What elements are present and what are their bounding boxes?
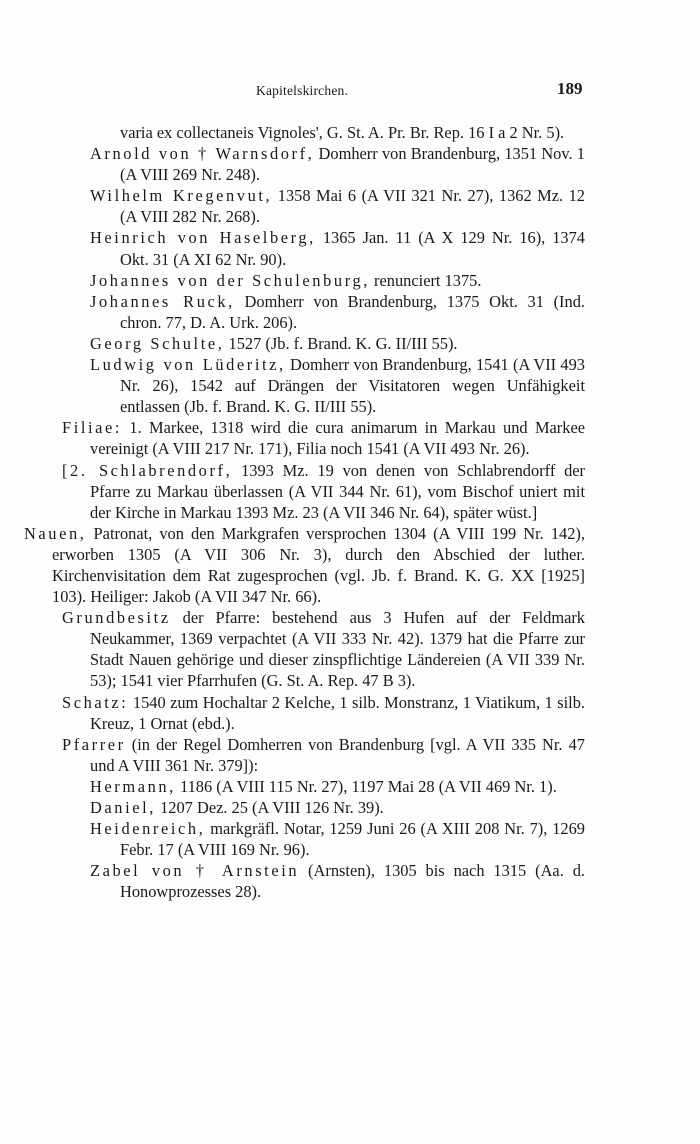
entry-name: Daniel, (90, 798, 156, 817)
entry-text: 1186 (A VIII 115 Nr. 27), 1197 Mai 28 (A VII 469 Nr. 1). (175, 776, 557, 796)
entry (0, 143, 585, 185)
entry (0, 797, 585, 818)
entry-name: Arnold von † Warnsdorf, (90, 144, 315, 164)
entry (0, 354, 585, 417)
entry-name: Grundbesitz (62, 608, 171, 628)
entry-name: Pfarrer (62, 734, 126, 754)
entry-name: Johannes Ruck, (90, 291, 235, 311)
entry-text: 1393 Mz. 19 von denen von Schlabrendorff der Pfarre zu Markau überlassen (A VII 344 Nr. 61), vom Bischof uniert mit der Kirche in Markau 1393 Mz. 23 (A VII 346 Nr. 64), später wüst.] (90, 460, 585, 522)
entry-text: varia ex collectaneis Vignoles', G. St. A. Pr. Br. Rep. 16 I a 2 Nr. 5). (120, 123, 565, 142)
entry-text: markgräfl. Notar, 1259 Juni 26 (A XIII 208 Nr. 7), 1269 Febr. 17 (A VIII 169 Nr. 96). (120, 819, 585, 860)
entry-text: 1. Markee, 1318 wird die cura animarum in Markau und Markee vereinigt (A VIII 217 Nr. 171), Filia noch 1541 (A VII 493 Nr. 26). (90, 418, 585, 459)
entry (0, 270, 585, 291)
entry (0, 607, 585, 691)
entry-text: 1527 (Jb. f. Brand. K. G. II/III 55). (224, 333, 458, 353)
entry-text: Domherr von Brandenburg, 1351 Nov. 1 (A VIII 269 Nr. 248). (120, 144, 585, 185)
entry-text: (in der Regel Domherren von Brandenburg [vgl. A VII 335 Nr. 47 und A VIII 361 Nr. 379]): (90, 734, 585, 775)
entry (0, 818, 585, 860)
entry-text: 1207 Dez. 25 (A VIII 126 Nr. 39). (156, 798, 384, 817)
entry (0, 860, 585, 902)
entry (0, 692, 585, 734)
entry-text: der Pfarre: bestehend aus 3 Hufen auf der Feldmark Neukammer, 1369 verpachtet (A VII 333 Nr. 42). 1379 hat die Pfarre zur Stadt Nauen gehörige und dieser zinspflichtige Ländereien (A VII 339 Nr. 53); 1541 vier Pfarrhufen (G. St. A. Rep. 47 B 3). (90, 608, 585, 691)
entry-name: Heidenreich, (90, 819, 206, 839)
entry-name: Johannes von der Schulenburg, (90, 270, 370, 290)
entry-name: Heinrich von Haselberg, (90, 228, 316, 248)
entry-name: Georg Schulte, (90, 333, 225, 353)
entry-name: Ludwig von Lüderitz, (90, 355, 286, 375)
entry-text: renunciert 1375. (369, 270, 482, 290)
entry-name: Wilhelm Kregenvut, (90, 186, 273, 206)
entry-text: (Arnsten), 1305 bis nach 1315 (Aa. d. Honowprozesses 28). (120, 861, 585, 902)
entry (0, 333, 585, 354)
page-header (0, 78, 700, 102)
entry-text: Domherr von Brandenburg, 1541 (A VII 493 Nr. 26), 1542 auf Drängen der Visitatoren wegen Unfähigkeit entlassen (Jb. f. Brand. K. G. II/III 55). (120, 355, 586, 417)
entry (0, 523, 585, 607)
running-title: Kapitelskirchen. (256, 83, 349, 98)
page-body (0, 122, 700, 902)
entry-text: 1365 Jan. 11 (A X 129 Nr. 16), 1374 Okt. 31 (A XI 62 Nr. 90). (120, 228, 586, 269)
entry-text: Domherr von Brandenburg, 1375 Okt. 31 (Ind. chron. 77, D. A. Urk. 206). (120, 291, 585, 332)
page-number: 189 (557, 79, 583, 98)
entry-name: Schatz: (62, 692, 129, 712)
entry-name: Zabel von † Arnstein (90, 861, 300, 881)
entry-name: Nauen, (24, 523, 87, 543)
entry (0, 291, 585, 333)
entry (0, 734, 585, 776)
entry (0, 122, 585, 143)
entry (0, 227, 585, 269)
entry (0, 417, 585, 459)
entry (0, 460, 585, 523)
entry-name: [2. Schlabrendorf, (62, 460, 233, 480)
entry (0, 776, 585, 797)
entry-name: Filiae: (62, 418, 123, 438)
entry (0, 185, 585, 227)
entry-text: 1358 Mai 6 (A VII 321 Nr. 27), 1362 Mz. 12 (A VIII 282 Nr. 268). (120, 186, 585, 227)
entry-text: Patronat, von den Markgrafen versprochen 1304 (A VIII 199 Nr. 142), erworben 1305 (A VII 306 Nr. 3), durch den Abschied der luther. Kirchenvisitation dem Rat zugesprochen (vgl. Jb. f. Brand. K. G. XX [1925] 103). Heiliger: Jakob (A VII 347 Nr. 66). (52, 523, 585, 607)
entry-name: Hermann, (90, 776, 176, 796)
entry-text: 1540 zum Hochaltar 2 Kelche, 1 silb. Monstranz, 1 Viatikum, 1 silb. Kreuz, 1 Ornat (ebd.). (90, 692, 585, 733)
